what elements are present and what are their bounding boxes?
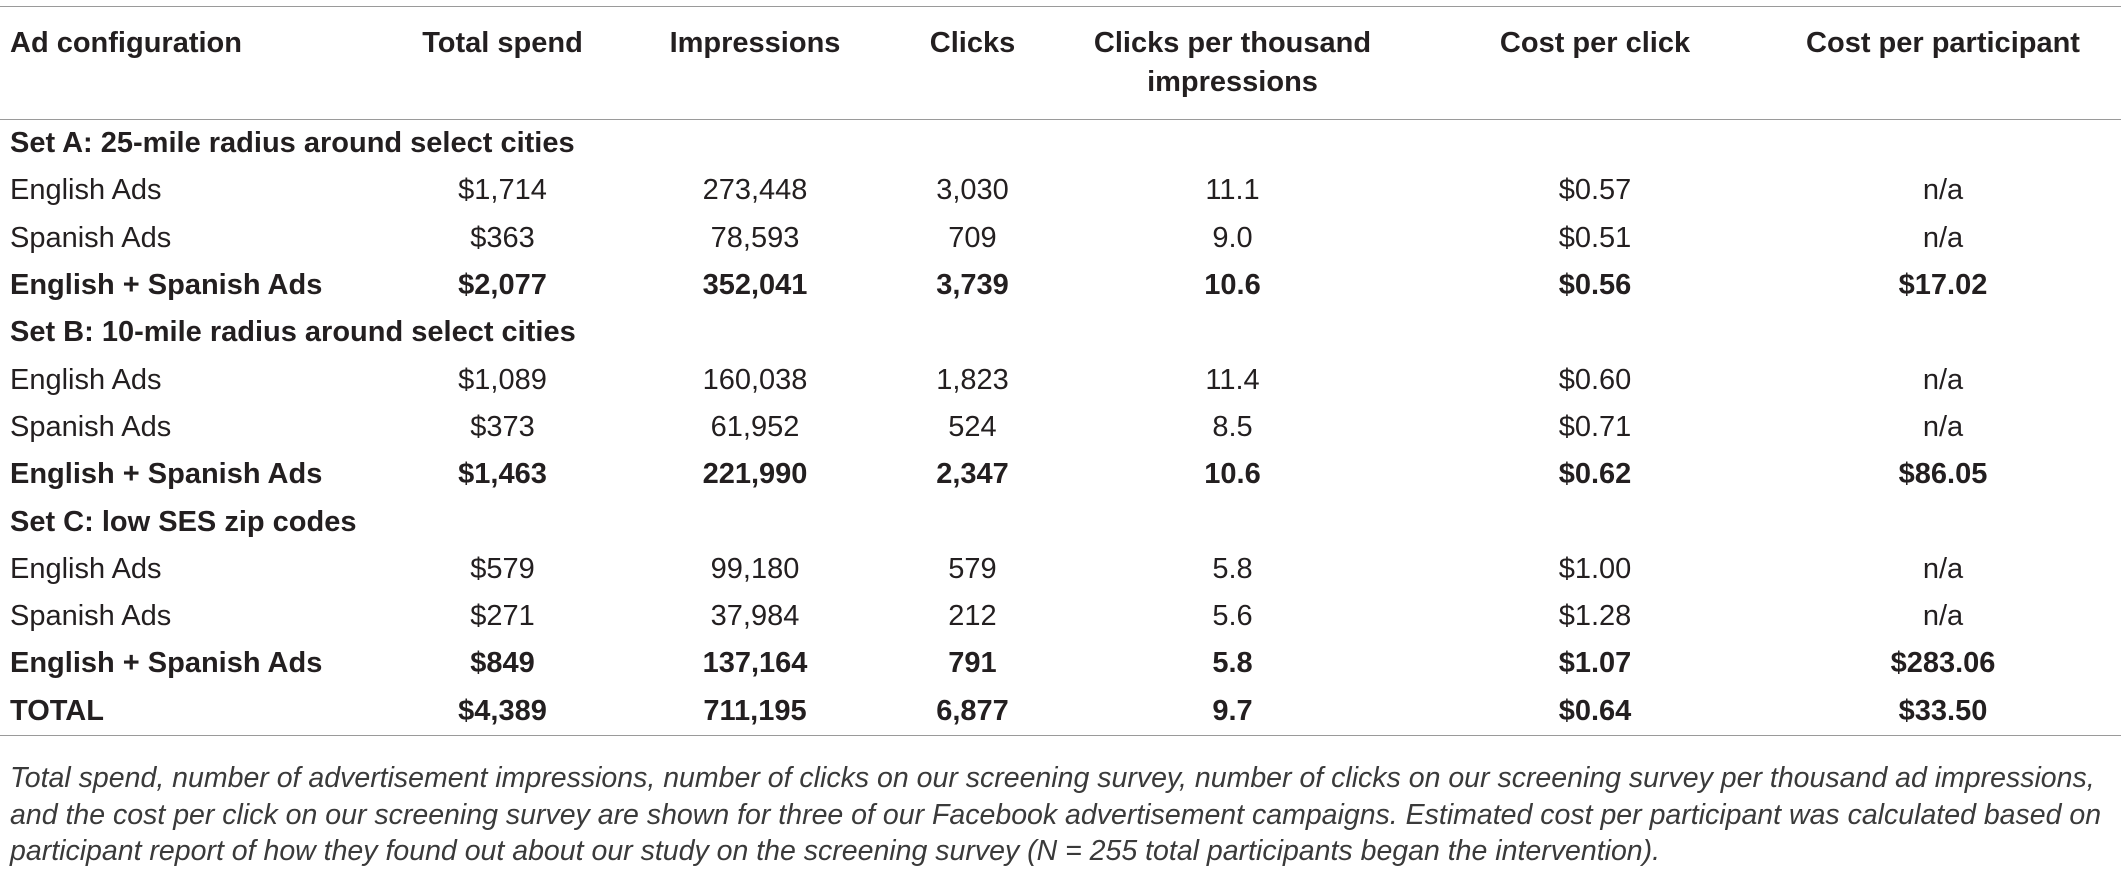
total-row <box>0 262 2121 309</box>
cell-total-spend: $363 <box>470 221 535 254</box>
cell-cost-per-participant: n/a <box>1922 221 1964 254</box>
cell-impressions: 160,038 <box>702 363 808 396</box>
cell-total-spend: $373 <box>470 410 535 443</box>
cell-ad-configuration: English + Spanish Ads <box>10 647 323 680</box>
header-clicks-per-thousand: Clicks per thousand impressions <box>1093 27 1372 98</box>
cell-clicks: 524 <box>948 410 997 443</box>
cell-clicks-per-thousand: 5.8 <box>1212 552 1253 585</box>
cell-total-spend: $271 <box>470 600 535 633</box>
cell-impressions: 137,164 <box>702 647 808 680</box>
cell-cost-per-participant: n/a <box>1922 552 1964 585</box>
cell-clicks-per-thousand: 11.4 <box>1205 363 1260 396</box>
cell-cost-per-click: $0.51 <box>1558 221 1632 254</box>
cell-cost-per-click: $1.07 <box>1558 647 1632 680</box>
cell-total-spend: $1,463 <box>458 458 547 491</box>
cell-cost-per-participant: $283.06 <box>1890 647 1996 680</box>
cell-clicks: 579 <box>948 552 997 585</box>
header-clicks: Clicks <box>929 27 1016 59</box>
cell-cost-per-click: $0.60 <box>1558 363 1632 396</box>
cell-total-spend: $849 <box>470 647 535 680</box>
cell-total-spend: $579 <box>470 552 535 585</box>
cell-impressions: 78,593 <box>710 221 800 254</box>
cell-clicks: 3,030 <box>936 174 1009 207</box>
cell-cost-per-participant: $33.50 <box>1898 694 1988 727</box>
cell-clicks-per-thousand: 10.6 <box>1204 458 1261 491</box>
cell-impressions: 99,180 <box>710 552 800 585</box>
cell-cost-per-participant: $86.05 <box>1898 458 1988 491</box>
cell-clicks: 709 <box>948 221 997 254</box>
cell-cost-per-participant: n/a <box>1922 410 1964 443</box>
table-row <box>0 593 2121 640</box>
cell-cost-per-click: $0.71 <box>1558 410 1632 443</box>
cell-clicks-per-thousand: 10.6 <box>1204 269 1261 302</box>
cell-clicks-per-thousand: 9.0 <box>1212 221 1253 254</box>
cell-impressions: 37,984 <box>710 600 800 633</box>
table-header <box>0 7 2121 120</box>
cell-cost-per-participant: n/a <box>1922 174 1964 207</box>
cell-clicks-per-thousand: 9.7 <box>1212 694 1253 727</box>
header-impressions: Impressions <box>669 27 841 59</box>
cell-clicks: 6,877 <box>936 694 1009 727</box>
table-row <box>0 546 2121 593</box>
cell-clicks-per-thousand: 8.5 <box>1212 410 1253 443</box>
cell-clicks: 1,823 <box>936 363 1009 396</box>
cell-cost-per-participant: n/a <box>1922 600 1964 633</box>
table-row <box>0 215 2121 262</box>
header-cost-per-participant: Cost per participant <box>1806 27 2080 59</box>
cell-ad-configuration: Spanish Ads <box>10 410 172 443</box>
cell-impressions: 221,990 <box>702 458 808 491</box>
total-row <box>0 451 2121 498</box>
cell-clicks-per-thousand: 5.6 <box>1212 600 1253 633</box>
cell-ad-configuration: English + Spanish Ads <box>10 269 323 302</box>
cell-total-spend: $2,077 <box>458 269 547 302</box>
cell-total-spend: $1,714 <box>458 174 547 207</box>
table-row <box>0 404 2121 451</box>
cell-clicks: 3,739 <box>936 269 1009 302</box>
cell-impressions: 711,195 <box>703 694 807 727</box>
section-row <box>0 498 2121 545</box>
table-body <box>0 120 2121 736</box>
cell-cost-per-click: $0.62 <box>1558 458 1632 491</box>
section-label: Set A: 25-mile radius around select cities <box>10 127 575 160</box>
cell-ad-configuration: Spanish Ads <box>10 221 172 254</box>
section-label: Set C: low SES zip codes <box>10 505 357 538</box>
table-caption: Total spend, number of advertisement impressions, number of clicks on our screening survey, number of clicks on our screening survey per thousand ad impressions, and the cost per click on our screening survey are shown for three of our Facebook advertisement campaigns. Estimated cost per participant was calculated based on participant report of how they found out about our study on the screening survey (N = 255 total participants began the intervention). <box>10 762 2102 867</box>
header-cost-per-click: Cost per click <box>1499 27 1691 59</box>
cell-cost-per-click: $0.57 <box>1558 174 1632 207</box>
cell-clicks: 212 <box>948 600 997 633</box>
cell-ad-configuration: English Ads <box>10 552 162 585</box>
section-row <box>0 309 2121 356</box>
header-row <box>0 7 2121 120</box>
total-row <box>0 640 2121 687</box>
header-total-spend: Total spend <box>422 27 583 59</box>
cell-cost-per-click: $0.56 <box>1558 269 1632 302</box>
cell-total-spend: $1,089 <box>458 363 547 396</box>
cell-impressions: 61,952 <box>710 410 800 443</box>
cell-ad-configuration: TOTAL <box>10 694 104 727</box>
cell-cost-per-click: $1.00 <box>1558 552 1632 585</box>
section-row <box>0 120 2121 168</box>
cell-impressions: 273,448 <box>702 174 808 207</box>
cell-clicks-per-thousand: 11.1 <box>1205 174 1260 207</box>
cell-clicks-per-thousand: 5.8 <box>1212 647 1253 680</box>
cell-ad-configuration: English + Spanish Ads <box>10 458 323 491</box>
cell-cost-per-click: $0.64 <box>1558 694 1632 727</box>
section-label: Set B: 10-mile radius around select cities <box>10 316 576 349</box>
table-row <box>0 356 2121 403</box>
cell-cost-per-click: $1.28 <box>1558 600 1632 633</box>
header-ad-configuration: Ad configuration <box>10 27 242 59</box>
cell-impressions: 352,041 <box>702 269 808 302</box>
cell-cost-per-participant: $17.02 <box>1898 269 1988 302</box>
cell-ad-configuration: English Ads <box>10 174 162 207</box>
cell-clicks: 791 <box>948 647 997 680</box>
ad-campaign-table <box>0 6 2121 736</box>
cell-clicks: 2,347 <box>936 458 1009 491</box>
total-row <box>0 688 2121 736</box>
cell-total-spend: $4,389 <box>458 694 547 727</box>
cell-cost-per-participant: n/a <box>1922 363 1964 396</box>
cell-ad-configuration: English Ads <box>10 363 162 396</box>
table-row <box>0 167 2121 214</box>
cell-ad-configuration: Spanish Ads <box>10 600 172 633</box>
